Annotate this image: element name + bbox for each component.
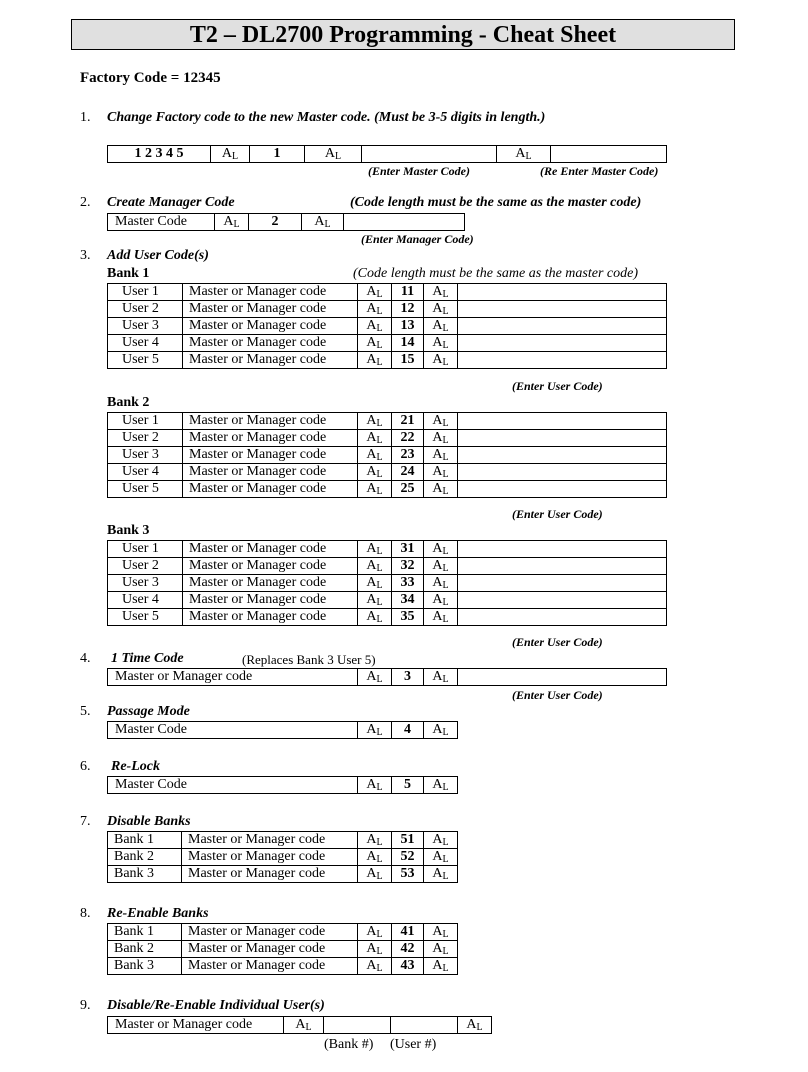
s7-number: 7. [80,814,91,829]
blank-entry-cell [551,146,667,163]
authority-cell: Master or Manager code [108,1017,284,1034]
factory-code: Factory Code = 12345 [80,70,221,86]
al-key: $A_L$ [302,214,344,231]
al-key: $A_L$ [215,214,249,231]
code-number: 12 [392,301,424,318]
s2-number: 2. [80,195,91,210]
s9-heading: Disable/Re-Enable Individual User(s) [107,998,325,1013]
code-number: 41 [392,924,424,941]
table-row [108,413,667,430]
al-key: $A_L$ [358,941,392,958]
code-cell: Master Code [108,214,215,231]
s2-enter: (Enter Manager Code) [361,232,474,246]
s2-note: (Code length must be the same as the master code) [350,195,642,210]
al-key: $A_L$ [424,958,458,975]
authority-cell: Master or Manager code [183,318,358,335]
authority-cell: Master or Manager code [183,301,358,318]
authority-cell: Master or Manager code [182,924,358,941]
bank-number-cell [324,1017,391,1034]
user-cell: User 3 [108,447,183,464]
al-key: $A_L$ [424,924,458,941]
al-key: $A_L$ [358,558,392,575]
code-number: 52 [392,849,424,866]
al-key: $A_L$ [424,481,458,498]
al-key: $A_L$ [424,832,458,849]
al-key: $A_L$ [358,318,392,335]
s8-number: 8. [80,906,91,921]
authority-cell: Master or Manager code [183,352,358,369]
al-key: $A_L$ [284,1017,324,1034]
table-row [108,849,458,866]
al-key: $A_L$ [424,301,458,318]
table-row [108,558,667,575]
blank-entry-cell [458,284,667,301]
table-row [108,541,667,558]
al-key: $A_L$ [358,722,392,739]
s1-heading: Change Factory code to the new Master code. (Must be 3-5 digits in length.) [107,110,546,125]
bank-label: Bank 1 [107,266,150,281]
code-number: 32 [392,558,424,575]
al-key: $A_L$ [424,669,458,686]
key-cell: 1 [250,146,305,163]
code-number: 33 [392,575,424,592]
code-number: 42 [392,941,424,958]
table-row [108,335,667,352]
user-cell: User 5 [108,352,183,369]
al-key: $A_L$ [424,592,458,609]
authority-cell: Master or Manager code [183,464,358,481]
al-key: $A_L$ [424,941,458,958]
s6-heading: Re-Lock [111,759,160,774]
al-key: $A_L$ [358,866,392,883]
code-number: 13 [392,318,424,335]
code-number: 15 [392,352,424,369]
bank-label: Bank 2 [107,395,150,410]
al-key: $A_L$ [358,413,392,430]
al-key: $A_L$ [358,301,392,318]
user-cell: User 1 [108,413,183,430]
s8-table [107,923,458,975]
authority-cell: Master or Manager code [183,413,358,430]
blank-entry-cell [362,146,497,163]
s5-heading: Passage Mode [107,704,190,719]
table-row [108,352,667,369]
s4-note: (Replaces Bank 3 User 5) [242,652,376,667]
code-number: 25 [392,481,424,498]
table-row [108,284,667,301]
table-row [108,609,667,626]
authority-cell: Master or Manager code [183,575,358,592]
al-key: $A_L$ [424,318,458,335]
blank-entry-cell [458,541,667,558]
authority-cell: Master or Manager code [183,447,358,464]
s3-heading: Add User Code(s) [107,248,209,263]
al-key: $A_L$ [424,284,458,301]
code-number: 35 [392,609,424,626]
s5-table [107,721,458,739]
authority-cell: Master or Manager code [183,481,358,498]
authority-cell: Master or Manager code [183,541,358,558]
code-number: 53 [392,866,424,883]
bank3-table [107,540,667,626]
user-cell: User 3 [108,318,183,335]
s2-heading: Create Manager Code [107,195,235,210]
code-number: 5 [392,777,424,794]
al-key: $A_L$ [424,335,458,352]
al-key: $A_L$ [458,1017,492,1034]
al-key: $A_L$ [424,413,458,430]
al-key: $A_L$ [305,146,362,163]
code-number: 4 [392,722,424,739]
s1-note-enter: (Enter Master Code) [368,164,470,178]
table-row [108,866,458,883]
s3-note: (Code length must be the same as the master code) [353,266,638,281]
authority-cell: Master or Manager code [183,335,358,352]
al-key: $A_L$ [211,146,250,163]
table-row [108,430,667,447]
user-cell: User 2 [108,558,183,575]
al-key: $A_L$ [424,447,458,464]
authority-cell: Master or Manager code [183,430,358,447]
bank2-table [107,412,667,498]
s4-heading: 1 Time Code [111,651,184,666]
al-key: $A_L$ [358,958,392,975]
user-cell: User 4 [108,592,183,609]
al-key: $A_L$ [358,352,392,369]
table-row [108,832,458,849]
authority-cell: Master or Manager code [108,669,358,686]
factory-code-cell: 1 2 3 4 5 [108,146,211,163]
blank-entry-cell [458,301,667,318]
al-key: $A_L$ [358,464,392,481]
blank-entry-cell [458,413,667,430]
user-cell: User 1 [108,541,183,558]
al-key: $A_L$ [358,669,392,686]
user-cell: User 4 [108,464,183,481]
s3-number: 3. [80,248,91,263]
user-number-cell [391,1017,458,1034]
blank-entry-cell [458,669,667,686]
code-number: 14 [392,335,424,352]
al-key: $A_L$ [424,464,458,481]
bank-cell: Bank 2 [108,941,182,958]
s9-table [107,1016,492,1034]
al-key: $A_L$ [358,541,392,558]
blank-entry-cell [458,575,667,592]
code-number: 21 [392,413,424,430]
blank-entry-cell [458,592,667,609]
al-key: $A_L$ [358,832,392,849]
table-row [108,941,458,958]
blank-entry-cell [458,335,667,352]
blank-entry-cell [458,481,667,498]
table-row [108,301,667,318]
table-row [108,464,667,481]
authority-cell: Master or Manager code [182,866,358,883]
code-number: 51 [392,832,424,849]
al-key: $A_L$ [424,352,458,369]
s1-number: 1. [80,110,91,125]
blank-entry-cell [458,352,667,369]
user-cell: User 4 [108,335,183,352]
al-key: $A_L$ [358,430,392,447]
al-key: $A_L$ [424,777,458,794]
al-key: $A_L$ [358,924,392,941]
s5-number: 5. [80,704,91,719]
code-cell: Master Code [108,777,358,794]
blank-entry-cell [458,609,667,626]
user-cell: User 1 [108,284,183,301]
authority-cell: Master or Manager code [183,609,358,626]
table-row [108,318,667,335]
s7-table [107,831,458,883]
authority-cell: Master or Manager code [182,849,358,866]
blank-entry-cell [458,318,667,335]
authority-cell: Master or Manager code [183,284,358,301]
s6-number: 6. [80,759,91,774]
bank1-table [107,283,667,369]
code-number: 34 [392,592,424,609]
code-number: 11 [392,284,424,301]
al-key: $A_L$ [358,481,392,498]
al-key: $A_L$ [358,284,392,301]
enter-user-code-note: (Enter User Code) [512,379,603,393]
al-key: $A_L$ [424,866,458,883]
table-row [108,958,458,975]
blank-entry-cell [458,464,667,481]
authority-cell: Master or Manager code [182,832,358,849]
al-key: $A_L$ [358,575,392,592]
al-key: $A_L$ [358,609,392,626]
code-number: 22 [392,430,424,447]
al-key: $A_L$ [358,849,392,866]
s4-table [107,668,667,686]
enter-user-code-note: (Enter User Code) [512,507,603,521]
al-key: $A_L$ [424,609,458,626]
s1-note-reenter: (Re Enter Master Code) [540,164,659,178]
al-key: $A_L$ [358,335,392,352]
bank-label: Bank 3 [107,523,150,538]
blank-entry-cell [458,558,667,575]
s6-table [107,776,458,794]
al-key: $A_L$ [358,447,392,464]
al-key: $A_L$ [497,146,551,163]
user-cell: User 2 [108,301,183,318]
al-key: $A_L$ [424,722,458,739]
table-row [108,592,667,609]
table-row [108,447,667,464]
user-cell: User 2 [108,430,183,447]
user-cell: User 3 [108,575,183,592]
s1-table [107,145,667,163]
al-key: $A_L$ [424,541,458,558]
s8-heading: Re-Enable Banks [107,906,209,921]
bank-cell: Bank 1 [108,924,182,941]
user-cell: User 5 [108,609,183,626]
code-number: 3 [392,669,424,686]
authority-cell: Master or Manager code [182,958,358,975]
code-number: 23 [392,447,424,464]
table-row [108,575,667,592]
s2-table [107,213,465,231]
key-cell: 2 [249,214,302,231]
enter-user-code-note: (Enter User Code) [512,635,603,649]
bank-cell: Bank 3 [108,866,182,883]
code-number: 24 [392,464,424,481]
al-key: $A_L$ [358,777,392,794]
user-cell: User 5 [108,481,183,498]
code-number: 31 [392,541,424,558]
al-key: $A_L$ [358,592,392,609]
bank-number-label: (Bank #) [324,1037,374,1052]
blank-entry-cell [458,430,667,447]
al-key: $A_L$ [424,575,458,592]
authority-cell: Master or Manager code [182,941,358,958]
s4-number: 4. [80,651,91,666]
al-key: $A_L$ [424,558,458,575]
s7-heading: Disable Banks [107,814,191,829]
s9-number: 9. [80,998,91,1013]
al-key: $A_L$ [424,430,458,447]
enter-user-code-note: (Enter User Code) [512,688,603,702]
user-number-label: (User #) [390,1037,437,1052]
table-row [108,481,667,498]
table-row [108,924,458,941]
bank-cell: Bank 3 [108,958,182,975]
code-number: 43 [392,958,424,975]
authority-cell: Master or Manager code [183,558,358,575]
page-title: T2 – DL2700 Programming - Cheat Sheet [71,19,735,50]
blank-entry-cell [458,447,667,464]
bank-cell: Bank 1 [108,832,182,849]
blank-entry-cell [344,214,465,231]
authority-cell: Master or Manager code [183,592,358,609]
bank-cell: Bank 2 [108,849,182,866]
al-key: $A_L$ [424,849,458,866]
code-cell: Master Code [108,722,358,739]
